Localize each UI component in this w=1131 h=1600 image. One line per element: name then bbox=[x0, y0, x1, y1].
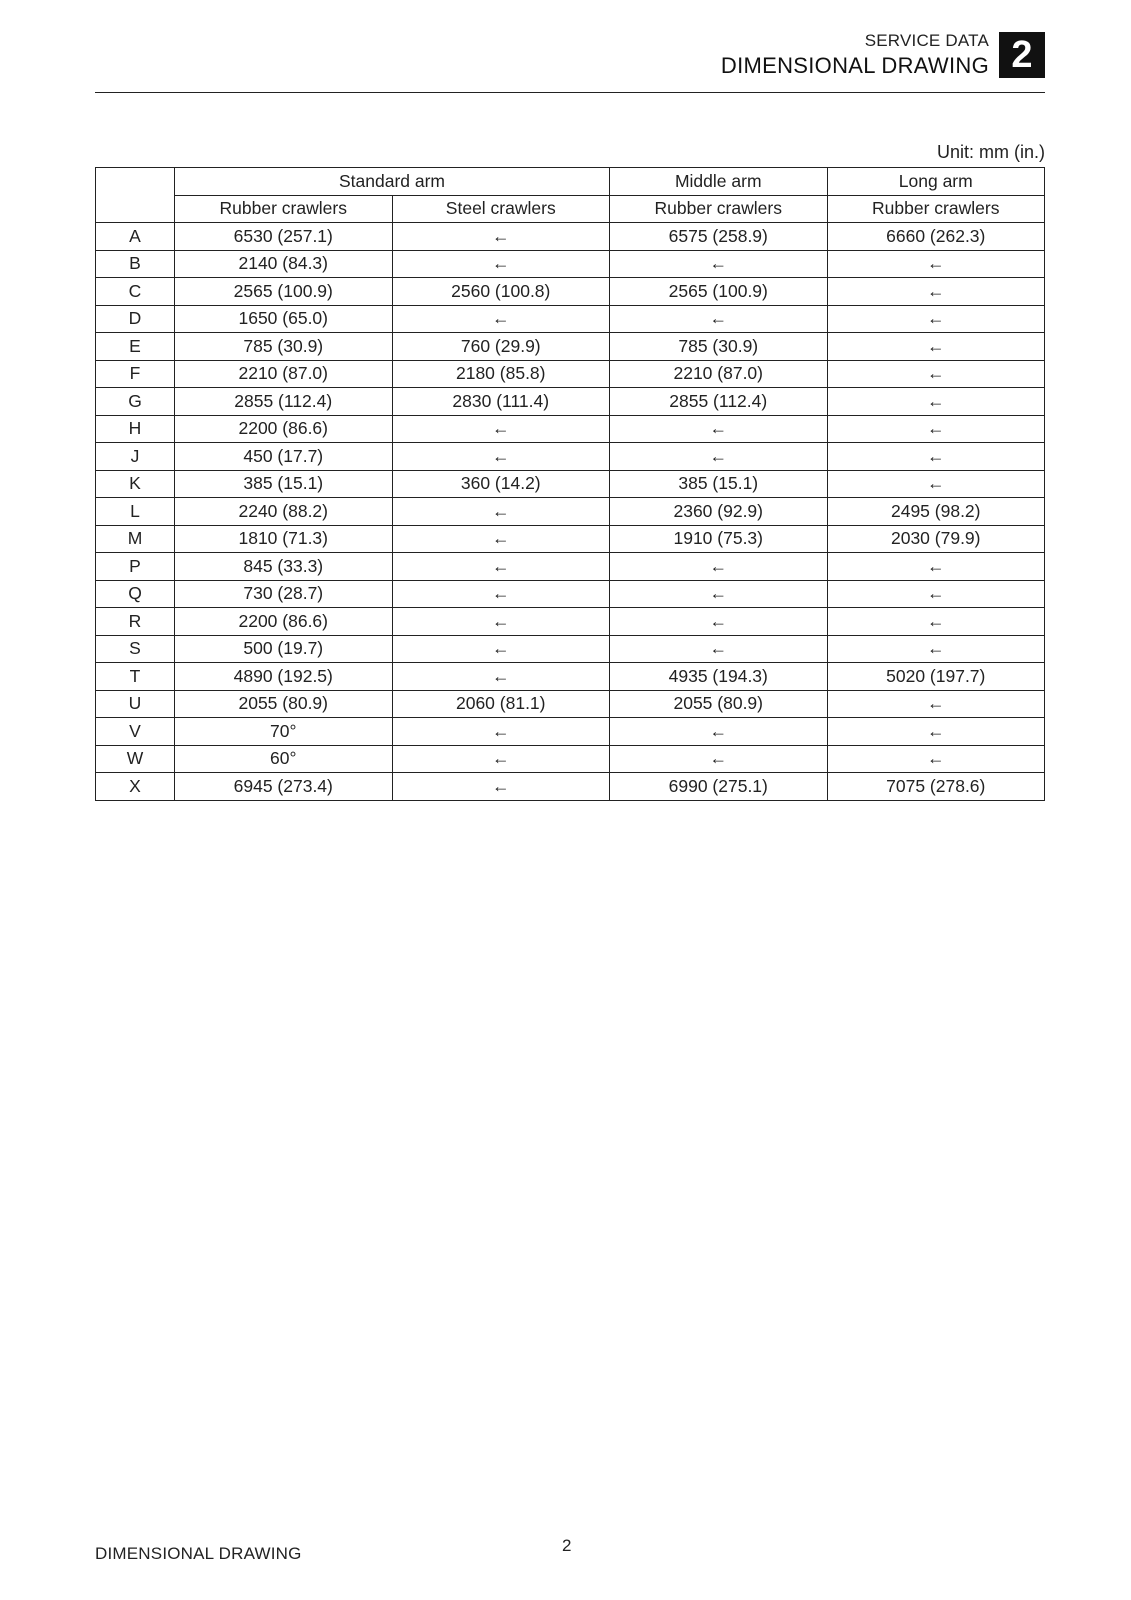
page-number: 2 bbox=[562, 1536, 572, 1555]
sub-header-row bbox=[96, 195, 1045, 223]
table-cell: 60° bbox=[175, 745, 393, 773]
table-cell: ← bbox=[392, 498, 610, 526]
table-cell: 2565 (100.9) bbox=[610, 278, 828, 306]
table-cell: 4890 (192.5) bbox=[175, 663, 393, 691]
footer-section-title: DIMENSIONAL DRAWING bbox=[95, 1544, 302, 1563]
table-cell: ← bbox=[392, 415, 610, 443]
group-header-middle-arm: Middle arm bbox=[610, 168, 828, 196]
table-cell: ← bbox=[392, 745, 610, 773]
table-cell: 2240 (88.2) bbox=[175, 498, 393, 526]
table-cell: 785 (30.9) bbox=[610, 333, 828, 361]
table-cell: ← bbox=[610, 305, 828, 333]
table-cell: ← bbox=[610, 553, 828, 581]
table-cell: ← bbox=[827, 745, 1045, 773]
table-cell: ← bbox=[392, 580, 610, 608]
row-label: D bbox=[96, 305, 175, 333]
row-label: F bbox=[96, 360, 175, 388]
row-label: B bbox=[96, 250, 175, 278]
table-cell: 2360 (92.9) bbox=[610, 498, 828, 526]
sub-header-middle-rubber: Rubber crawlers bbox=[610, 195, 828, 223]
row-label: L bbox=[96, 498, 175, 526]
table-cell: ← bbox=[392, 718, 610, 746]
table-cell: ← bbox=[610, 635, 828, 663]
row-label: X bbox=[96, 773, 175, 801]
table-cell: ← bbox=[610, 443, 828, 471]
group-header-long-arm: Long arm bbox=[827, 168, 1045, 196]
header-texts bbox=[721, 30, 989, 80]
table-row bbox=[96, 525, 1045, 553]
table-cell: 6575 (258.9) bbox=[610, 223, 828, 251]
table-row bbox=[96, 415, 1045, 443]
row-label: V bbox=[96, 718, 175, 746]
table-cell: 6530 (257.1) bbox=[175, 223, 393, 251]
table-cell: 2855 (112.4) bbox=[175, 388, 393, 416]
row-label: T bbox=[96, 663, 175, 691]
table-row bbox=[96, 608, 1045, 636]
table-cell: 2055 (80.9) bbox=[175, 690, 393, 718]
table-cell: ← bbox=[827, 718, 1045, 746]
header-title: DIMENSIONAL DRAWING bbox=[720, 53, 989, 78]
dimensions-table bbox=[95, 167, 1045, 801]
table-cell: ← bbox=[827, 608, 1045, 636]
row-label: C bbox=[96, 278, 175, 306]
table-cell: 2495 (98.2) bbox=[827, 498, 1045, 526]
row-label: P bbox=[96, 553, 175, 581]
table-cell: 845 (33.3) bbox=[175, 553, 393, 581]
table-cell: ← bbox=[827, 580, 1045, 608]
table-cell: ← bbox=[392, 305, 610, 333]
sub-header-standard-steel: Steel crawlers bbox=[392, 195, 610, 223]
table-row bbox=[96, 388, 1045, 416]
table-row bbox=[96, 580, 1045, 608]
table-cell: ← bbox=[392, 250, 610, 278]
group-header-row bbox=[96, 168, 1045, 196]
table-cell: 2055 (80.9) bbox=[610, 690, 828, 718]
table-cell: 7075 (278.6) bbox=[827, 773, 1045, 801]
table-cell: 5020 (197.7) bbox=[827, 663, 1045, 691]
table-row bbox=[96, 553, 1045, 581]
table-cell: 6660 (262.3) bbox=[827, 223, 1045, 251]
table-cell: ← bbox=[827, 250, 1045, 278]
table-cell: 2855 (112.4) bbox=[610, 388, 828, 416]
table-cell: 2180 (85.8) bbox=[392, 360, 610, 388]
table-cell: ← bbox=[610, 718, 828, 746]
table-row bbox=[96, 498, 1045, 526]
table-cell: ← bbox=[610, 580, 828, 608]
table-cell: 70° bbox=[175, 718, 393, 746]
table-cell: 2830 (111.4) bbox=[392, 388, 610, 416]
sub-header-standard-rubber: Rubber crawlers bbox=[175, 195, 393, 223]
row-label: G bbox=[96, 388, 175, 416]
table-row bbox=[96, 305, 1045, 333]
table-cell: ← bbox=[392, 773, 610, 801]
unit-note: Unit: mm (in.) bbox=[937, 142, 1045, 162]
sub-header-long-rubber: Rubber crawlers bbox=[827, 195, 1045, 223]
row-label: J bbox=[96, 443, 175, 471]
table-row bbox=[96, 443, 1045, 471]
table-cell: 4935 (194.3) bbox=[610, 663, 828, 691]
table-cell: ← bbox=[392, 553, 610, 581]
table-cell: ← bbox=[827, 635, 1045, 663]
table-cell: 385 (15.1) bbox=[610, 470, 828, 498]
table-cell: 2565 (100.9) bbox=[175, 278, 393, 306]
table-row bbox=[96, 250, 1045, 278]
table-cell: 2200 (86.6) bbox=[175, 415, 393, 443]
row-label: E bbox=[96, 333, 175, 361]
table-cell: 1910 (75.3) bbox=[610, 525, 828, 553]
table-cell: ← bbox=[392, 223, 610, 251]
table-cell: 6990 (275.1) bbox=[610, 773, 828, 801]
table-cell: ← bbox=[827, 553, 1045, 581]
table-cell: 2210 (87.0) bbox=[610, 360, 828, 388]
table-cell: ← bbox=[610, 250, 828, 278]
table-row bbox=[96, 718, 1045, 746]
page-header bbox=[95, 30, 1045, 93]
table-cell: 730 (28.7) bbox=[175, 580, 393, 608]
table-cell: 1650 (65.0) bbox=[175, 305, 393, 333]
row-label: M bbox=[96, 525, 175, 553]
table-cell: ← bbox=[827, 360, 1045, 388]
table-cell: ← bbox=[610, 745, 828, 773]
table-cell: ← bbox=[827, 415, 1045, 443]
table-cell: ← bbox=[392, 635, 610, 663]
table-cell: ← bbox=[827, 305, 1045, 333]
group-header-standard-arm: Standard arm bbox=[175, 168, 610, 196]
table-cell: 360 (14.2) bbox=[392, 470, 610, 498]
table-row bbox=[96, 773, 1045, 801]
table-cell: ← bbox=[392, 443, 610, 471]
table-cell: 500 (19.7) bbox=[175, 635, 393, 663]
corner-cell bbox=[96, 168, 175, 223]
table-row bbox=[96, 635, 1045, 663]
table-cell: ← bbox=[827, 278, 1045, 306]
row-label: U bbox=[96, 690, 175, 718]
row-label: K bbox=[96, 470, 175, 498]
row-label: W bbox=[96, 745, 175, 773]
table-row bbox=[96, 663, 1045, 691]
table-cell: 785 (30.9) bbox=[175, 333, 393, 361]
table-row bbox=[96, 745, 1045, 773]
table-cell: 760 (29.9) bbox=[392, 333, 610, 361]
table-row bbox=[96, 690, 1045, 718]
table-cell: ← bbox=[827, 388, 1045, 416]
table-cell: ← bbox=[392, 608, 610, 636]
header-section-label: SERVICE DATA bbox=[864, 31, 989, 50]
row-label: R bbox=[96, 608, 175, 636]
table-cell: 2060 (81.1) bbox=[392, 690, 610, 718]
table-cell: 385 (15.1) bbox=[175, 470, 393, 498]
row-label: H bbox=[96, 415, 175, 443]
table-row bbox=[96, 333, 1045, 361]
row-label: S bbox=[96, 635, 175, 663]
row-label: A bbox=[96, 223, 175, 251]
table-cell: ← bbox=[610, 608, 828, 636]
table-cell: 2030 (79.9) bbox=[827, 525, 1045, 553]
table-cell: ← bbox=[827, 470, 1045, 498]
table-body bbox=[96, 223, 1045, 801]
row-label: Q bbox=[96, 580, 175, 608]
table-cell: ← bbox=[392, 663, 610, 691]
table-cell: ← bbox=[827, 443, 1045, 471]
table-cell: ← bbox=[610, 415, 828, 443]
table-row bbox=[96, 360, 1045, 388]
table-cell: 2210 (87.0) bbox=[175, 360, 393, 388]
table-cell: 2140 (84.3) bbox=[175, 250, 393, 278]
table-row bbox=[96, 278, 1045, 306]
table-cell: ← bbox=[827, 690, 1045, 718]
table-cell: ← bbox=[827, 333, 1045, 361]
table-cell: 2560 (100.8) bbox=[392, 278, 610, 306]
table-cell: 450 (17.7) bbox=[175, 443, 393, 471]
table-row bbox=[96, 470, 1045, 498]
table-cell: ← bbox=[392, 525, 610, 553]
chapter-badge: 2 bbox=[999, 32, 1045, 78]
table-cell: 1810 (71.3) bbox=[175, 525, 393, 553]
table-cell: 6945 (273.4) bbox=[175, 773, 393, 801]
table-row bbox=[96, 223, 1045, 251]
table-cell: 2200 (86.6) bbox=[175, 608, 393, 636]
